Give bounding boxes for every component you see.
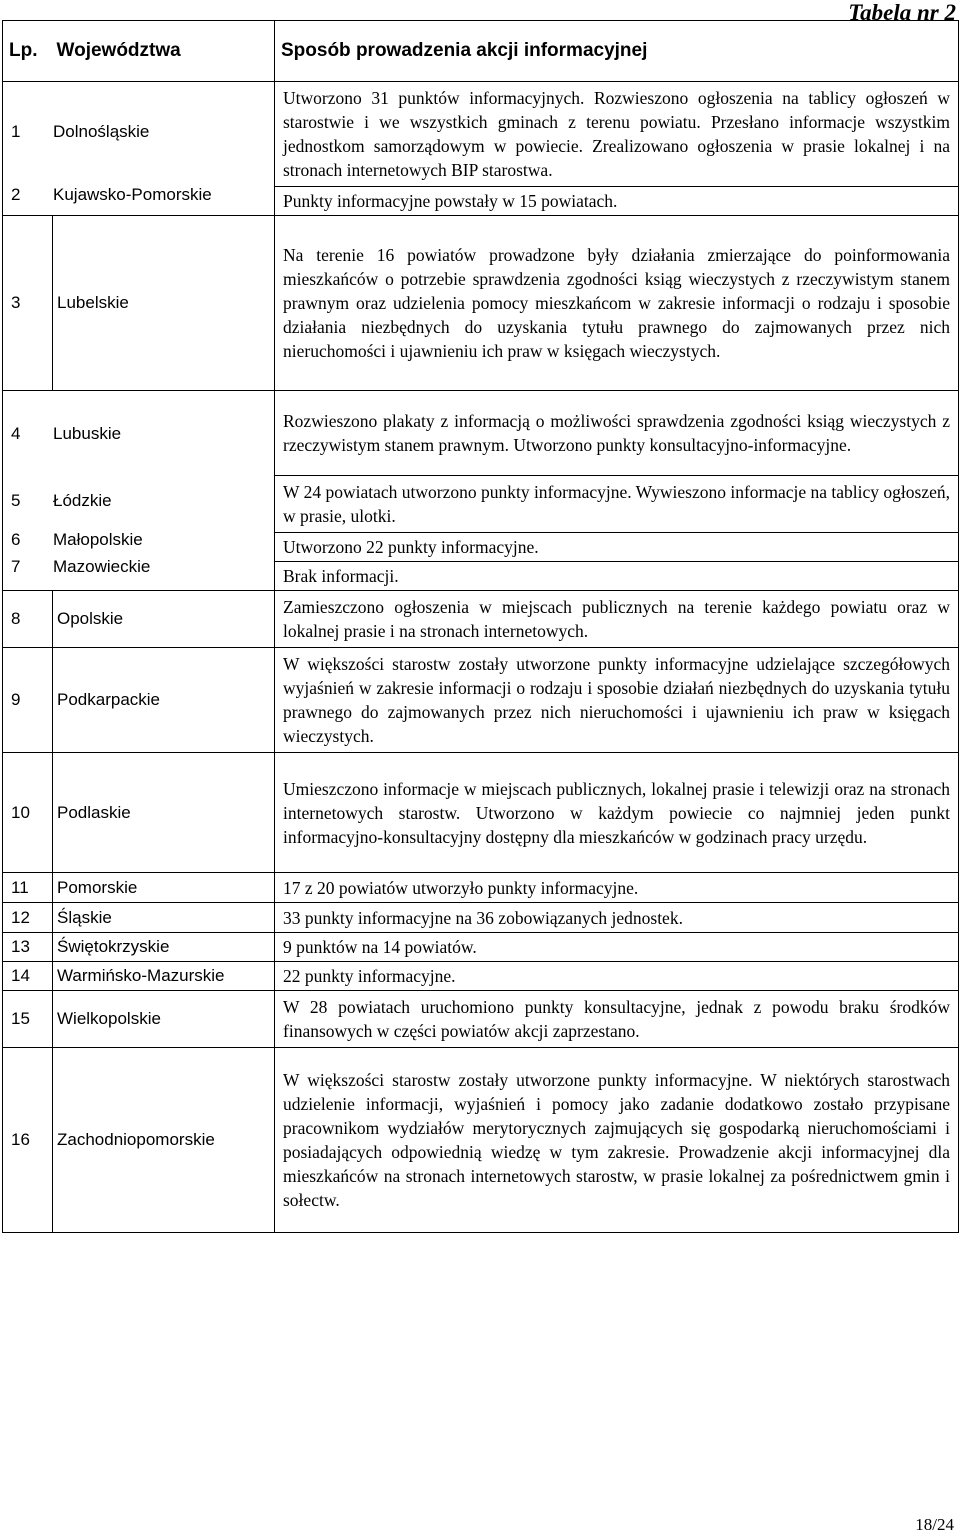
row-description: W 24 powiatach utworzono punkty informacyjne. Wywieszono informacje na tablicy ogłoszeń, w prasie, ulotki. bbox=[275, 476, 959, 533]
row-lp: 6 bbox=[11, 529, 21, 549]
row-description: 33 punkty informacyjne na 36 zobowiązanych jednostek. bbox=[275, 903, 959, 933]
row-voivodeship: Podkarpackie bbox=[53, 648, 275, 753]
row-voivodeship: Lubuskie bbox=[53, 423, 122, 443]
row-label bbox=[3, 391, 274, 476]
table-row bbox=[3, 648, 959, 753]
header-lp: Lp. bbox=[3, 21, 53, 82]
row-voivodeship: Podlaskie bbox=[53, 753, 275, 873]
table-row bbox=[3, 216, 959, 391]
row-lp: 4 bbox=[11, 423, 21, 443]
row-lp: 10 bbox=[3, 753, 53, 873]
row-label bbox=[3, 553, 274, 580]
table-title: Tabela nr 2 bbox=[848, 0, 956, 25]
row-label bbox=[3, 526, 274, 553]
table-row bbox=[3, 391, 959, 476]
row-voivodeship: Pomorskie bbox=[53, 873, 275, 903]
table-row bbox=[3, 591, 959, 648]
table-row bbox=[3, 1048, 959, 1233]
row-voivodeship: Warmińsko-Mazurskie bbox=[53, 962, 275, 991]
row-description: Zamieszczono ogłoszenia w miejscach publicznych na terenie każdego powiatu oraz w lokalnej prasie i na stronach internetowych. bbox=[275, 591, 959, 648]
row-description: W większości starostw zostały utworzone punkty informacyjne. W niektórych starostwach udzielenie informacji, wyjaśnień i pomocy jako zadanie dodatkowo zostało przypisane pracownikom wydziałów merytorycznych zajmujących się gospodarką nieruchomościami i posiadających odpowiednią wiedzę w tym zakresie. Prowadzenie akcji informacyjnej dla mieszkańców na stronach internetowych starostw, w prasie lokalnej za pośrednictwem gmin i sołectw. bbox=[275, 1048, 959, 1233]
information-campaign-table bbox=[2, 20, 959, 1233]
table-header-row bbox=[3, 21, 959, 82]
table-row bbox=[3, 991, 959, 1048]
row-label-group bbox=[3, 391, 275, 591]
row-voivodeship: Lubelskie bbox=[53, 216, 275, 391]
table-row bbox=[3, 753, 959, 873]
row-label bbox=[3, 182, 274, 208]
row-lp: 9 bbox=[3, 648, 53, 753]
row-lp: 5 bbox=[11, 491, 21, 510]
table-row bbox=[3, 903, 959, 933]
row-lp: 15 bbox=[3, 991, 53, 1048]
row-description: Utworzono 22 punkty informacyjne. bbox=[275, 533, 959, 562]
row-voivodeship: Mazowieckie bbox=[53, 556, 151, 576]
row-description: Umieszczono informacje w miejscach publicznych, lokalnej prasie i telewizji oraz na stronach internetowych starostw. Utworzono w każdym powiecie co najmniej jeden punkt informacyjno-konsultacyjny dostępny dla mieszkańców w godzinach pracy urzędu. bbox=[275, 753, 959, 873]
row-voivodeship: Zachodniopomorskie bbox=[53, 1048, 275, 1233]
row-lp: 7 bbox=[11, 556, 21, 576]
row-voivodeship: Świętokrzyskie bbox=[53, 933, 275, 962]
header-wojewodztwa: Województwa bbox=[53, 21, 275, 82]
row-voivodeship: Kujawsko-Pomorskie bbox=[53, 185, 212, 204]
row-description: 17 z 20 powiatów utworzyło punkty informacyjne. bbox=[275, 873, 959, 903]
row-voivodeship: Opolskie bbox=[53, 591, 275, 648]
row-lp: 16 bbox=[3, 1048, 53, 1233]
row-label-group bbox=[3, 82, 275, 216]
row-voivodeship: Dolnośląskie bbox=[53, 122, 150, 141]
row-description: Punkty informacyjne powstały w 15 powiatach. bbox=[275, 187, 959, 216]
row-voivodeship: Łódzkie bbox=[53, 491, 112, 510]
row-description: 9 punktów na 14 powiatów. bbox=[275, 933, 959, 962]
row-voivodeship: Wielkopolskie bbox=[53, 991, 275, 1048]
table-row bbox=[3, 962, 959, 991]
row-lp: 1 bbox=[11, 122, 21, 141]
page-number: 18/24 bbox=[915, 1515, 954, 1534]
row-lp: 13 bbox=[3, 933, 53, 962]
row-voivodeship: Śląskie bbox=[53, 903, 275, 933]
row-label bbox=[3, 476, 274, 526]
header-sposob: Sposób prowadzenia akcji informacyjnej bbox=[275, 21, 959, 82]
row-label bbox=[3, 82, 274, 182]
row-lp: 2 bbox=[11, 185, 21, 204]
table-row bbox=[3, 933, 959, 962]
row-lp: 11 bbox=[3, 873, 53, 903]
row-description: W 28 powiatach uruchomiono punkty konsultacyjne, jednak z powodu braku środków finansowych w części powiatów akcji zaprzestano. bbox=[275, 991, 959, 1048]
row-description: Na terenie 16 powiatów prowadzone były działania zmierzające do poinformowania mieszkańców o potrzebie sprawdzenia zgodności ksiąg wieczystych z rzeczywistym stanem prawnym oraz udzielenia pomocy mieszkańcom w zakresie informacji o rodzaju i sposobie działania niezbędnych do uzyskania tytułu prawnego do zajmowanych przez nich nieruchomości i ujawnieniu ich praw w księgach wieczystych. bbox=[275, 216, 959, 391]
row-lp: 8 bbox=[3, 591, 53, 648]
row-description: 22 punkty informacyjne. bbox=[275, 962, 959, 991]
row-voivodeship: Małopolskie bbox=[53, 529, 143, 549]
row-description: Brak informacji. bbox=[275, 562, 959, 591]
row-description: W większości starostw zostały utworzone punkty informacyjne udzielające szczegółowych wyjaśnień w zakresie informacji o rodzaju i sposobie działań niezbędnych do uzyskania tytułu prawnego do zajmowanych przez nich nieruchomości i ujawnieniu ich praw w księgach wieczystych. bbox=[275, 648, 959, 753]
row-description: Rozwieszono plakaty z informacją o możliwości sprawdzenia zgodności ksiąg wieczystych z rzeczywistym stanem prawnym. Utworzono punkty konsultacyjno-informacyjne. bbox=[275, 391, 959, 476]
row-lp: 14 bbox=[3, 962, 53, 991]
table-row bbox=[3, 873, 959, 903]
row-lp: 12 bbox=[3, 903, 53, 933]
row-description: Utworzono 31 punktów informacyjnych. Rozwieszono ogłoszenia na tablicy ogłoszeń w starostwie i we wszystkich gminach z terenu powiatu. Przesłano informacje wszystkim jednostkom samorządowym w powiecie. Zrealizowano ogłoszenia w prasie lokalnej i na stronach internetowych BIP starostwa. bbox=[275, 82, 959, 187]
table-row bbox=[3, 82, 959, 187]
row-lp: 3 bbox=[3, 216, 53, 391]
